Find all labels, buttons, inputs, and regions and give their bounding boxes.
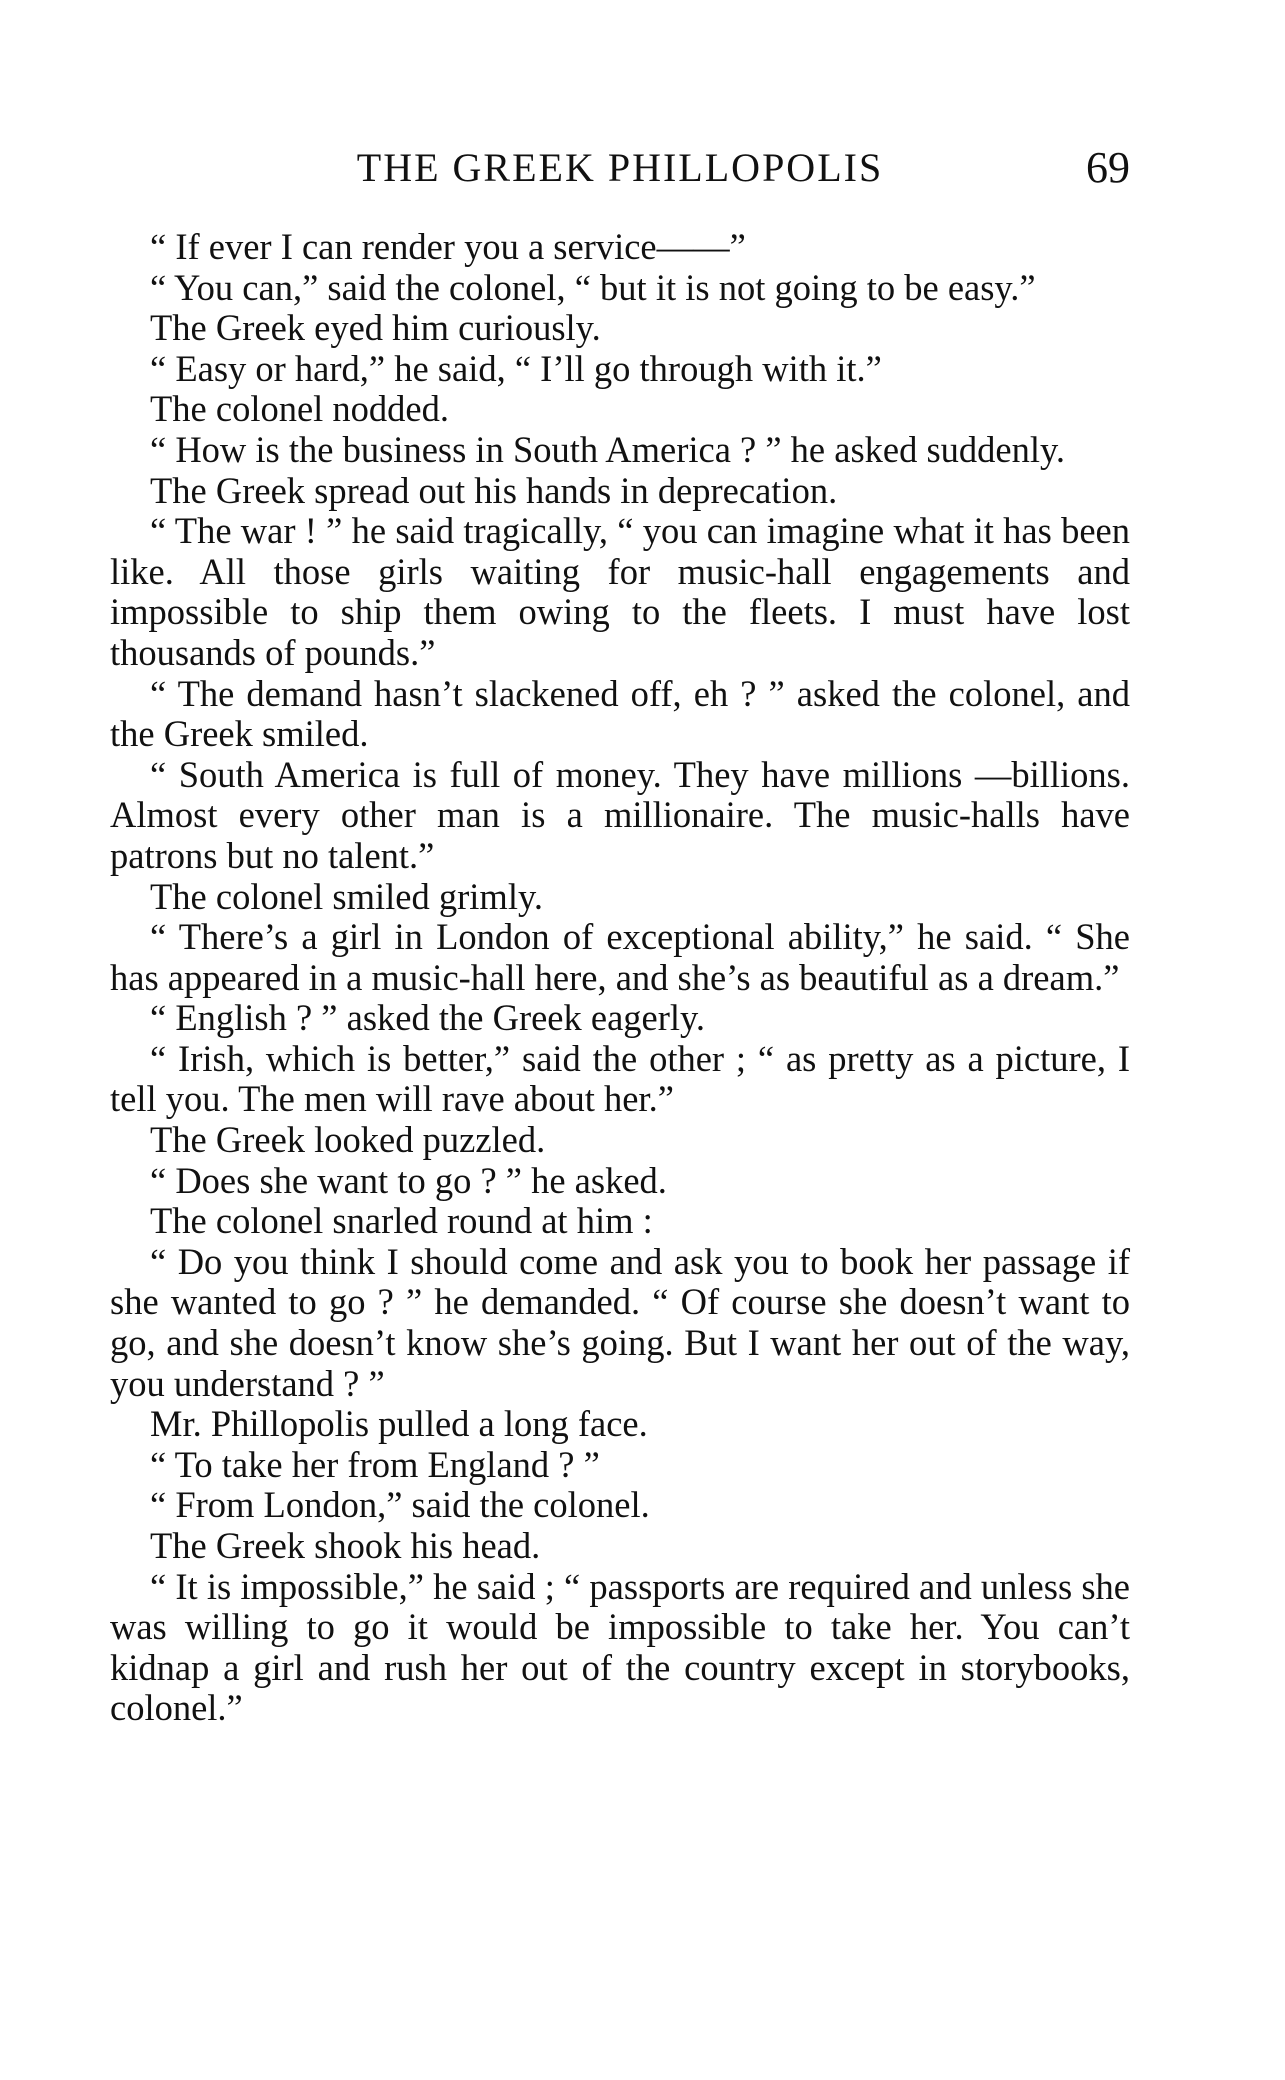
page-number: 69 — [1086, 143, 1130, 192]
paragraph: “ To take her from England ? ” — [150, 1443, 600, 1485]
paragraph: “ English ? ” asked the Greek eagerly. — [150, 997, 706, 1039]
paragraph: “ There’s a girl in London of exceptional ability,” he said. “ She has appeared in a music-hall here, and she’s as beautiful as a dream.” — [110, 916, 1130, 998]
paragraph: The colonel snarled round at him : — [150, 1200, 653, 1242]
paragraph: “ South America is full of money. They have millions —billions. Almost every other man is a millionaire. The music-halls have patrons but no talent.” — [110, 753, 1130, 876]
paragraph: The Greek shook his head. — [150, 1525, 541, 1566]
paragraph: Mr. Phillopolis pulled a long face. — [150, 1403, 648, 1445]
paragraph: The Greek spread out his hands in deprecation. — [150, 469, 838, 511]
paragraph: The colonel nodded. — [150, 388, 450, 430]
paragraph: The Greek eyed him curiously. — [150, 307, 601, 349]
body-text — [110, 227, 1130, 1729]
paragraph: “ The war ! ” he said tragically, “ you can imagine what it has been like. All those girls waiting for music-hall engagements and impossible to ship them owing to the fleets. I must have lost thousands of pounds.” — [110, 510, 1130, 673]
paragraph: “ Easy or hard,” he said, “ I’ll go through with it.” — [150, 347, 882, 389]
paragraph: “ From London,” said the colonel. — [150, 1484, 650, 1526]
paragraph: “ The demand hasn’t slackened off, eh ? ” asked the colonel, and the Greek smiled. — [110, 672, 1130, 755]
paragraph: “ It is impossible,” he said ; “ passports are required and unless she was willing to go it would be impossible to take her. You can’t kidnap a girl and rush her out of the country except in storybooks, colonel.” — [110, 1565, 1130, 1729]
paragraph: “ Irish, which is better,” said the other ; “ as pretty as a picture, I tell you. The men will rave about her.” — [110, 1037, 1130, 1120]
paragraph: “ Do you think I should come and ask you to book her passage if she wanted to go ? ” he demanded. “ Of course she doesn’t want to go, and she doesn’t know she’s going. But I want her out of the way, you understand ? ” — [110, 1240, 1130, 1404]
running-header — [110, 138, 1130, 198]
paragraph: “ You can,” said the colonel, “ but it is not going to be easy.” — [150, 266, 1036, 308]
paragraph: The Greek looked puzzled. — [150, 1119, 546, 1161]
paragraph: The colonel smiled grimly. — [150, 875, 543, 917]
chapter-running-title: THE GREEK PHILLOPOLIS — [356, 145, 884, 190]
paragraph: “ Does she want to go ? ” he asked. — [150, 1159, 667, 1201]
paragraph: “ How is the business in South America ? ” he asked suddenly. — [150, 428, 1066, 470]
paragraph: “ If ever I can render you a service——” — [150, 226, 746, 267]
